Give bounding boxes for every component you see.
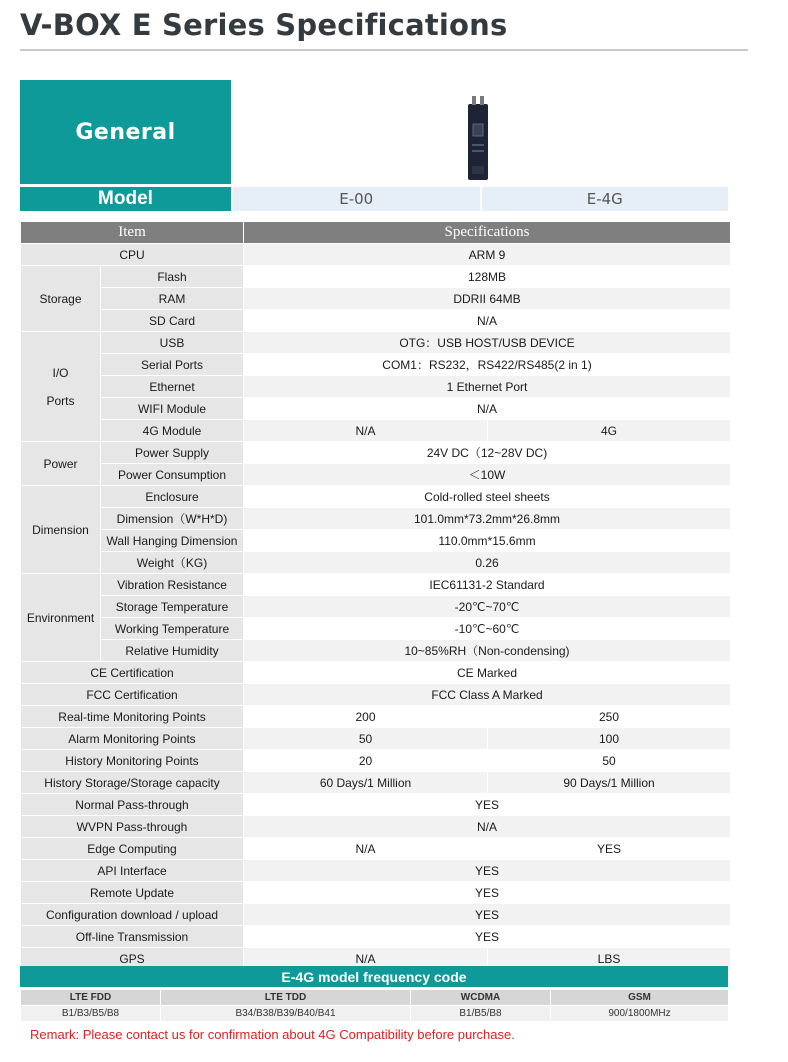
frequency-table	[20, 989, 729, 1022]
row-label: Weight（KG)	[101, 552, 244, 574]
title-divider	[20, 49, 748, 51]
table-row	[21, 860, 731, 882]
row-label: USB	[101, 332, 244, 354]
table-row	[21, 508, 731, 530]
row-value: Cold-rolled steel sheets	[244, 486, 731, 508]
table-row	[21, 310, 731, 332]
row-label: RAM	[101, 288, 244, 310]
row-value-e00: 200	[244, 706, 488, 728]
row-label: CPU	[21, 244, 244, 266]
page-title: V-BOX E Series Specifications	[20, 8, 508, 42]
row-value-e00: 20	[244, 750, 488, 772]
row-label: FCC Certification	[21, 684, 244, 706]
row-value-e00: N/A	[244, 838, 488, 860]
row-value-e00: N/A	[244, 948, 488, 970]
row-value-e4g: 250	[488, 706, 731, 728]
row-label: Wall Hanging Dimension	[101, 530, 244, 552]
row-value: N/A	[244, 398, 731, 420]
table-row	[21, 794, 731, 816]
header-item: Item	[21, 222, 244, 244]
model-label: Model	[20, 187, 231, 211]
row-label: Working Temperature	[101, 618, 244, 640]
row-value-e4g: 4G	[488, 420, 731, 442]
row-label: History Storage/Storage capacity	[21, 772, 244, 794]
row-value: YES	[244, 794, 731, 816]
row-value-e00: 60 Days/1 Million	[244, 772, 488, 794]
table-header-row	[21, 222, 731, 244]
row-label: 4G Module	[101, 420, 244, 442]
row-value-e4g: 50	[488, 750, 731, 772]
row-value-e4g: 100	[488, 728, 731, 750]
table-row	[21, 728, 731, 750]
row-label: Relative Humidity	[101, 640, 244, 662]
row-label: Configuration download / upload	[21, 904, 244, 926]
table-row	[21, 354, 731, 376]
table-row	[21, 662, 731, 684]
freq-header: WCDMA	[411, 990, 551, 1006]
table-row	[21, 420, 731, 442]
row-value: -10℃~60℃	[244, 618, 731, 640]
row-label: Enclosure	[101, 486, 244, 508]
row-label: WIFI Module	[101, 398, 244, 420]
row-value: DDRII 64MB	[244, 288, 731, 310]
row-label: Remote Update	[21, 882, 244, 904]
row-label: Edge Computing	[21, 838, 244, 860]
row-value: CE Marked	[244, 662, 731, 684]
freq-header: GSM	[551, 990, 729, 1006]
row-label: History Monitoring Points	[21, 750, 244, 772]
table-row	[21, 332, 731, 354]
row-label: Normal Pass-through	[21, 794, 244, 816]
row-label: Flash	[101, 266, 244, 288]
group-label: Dimension	[21, 486, 101, 574]
table-row	[21, 926, 731, 948]
group-label: Power	[21, 442, 101, 486]
table-row	[21, 750, 731, 772]
freq-value: B1/B5/B8	[411, 1006, 551, 1022]
row-value-e00: N/A	[244, 420, 488, 442]
table-row	[21, 288, 731, 310]
row-value: OTG：USB HOST/USB DEVICE	[244, 332, 731, 354]
table-row	[21, 816, 731, 838]
row-value: YES	[244, 882, 731, 904]
group-label	[21, 332, 101, 442]
model-bar	[20, 187, 728, 211]
table-row	[21, 640, 731, 662]
row-label: Vibration Resistance	[101, 574, 244, 596]
row-value: 101.0mm*73.2mm*26.8mm	[244, 508, 731, 530]
row-value: YES	[244, 860, 731, 882]
row-value-e00: 50	[244, 728, 488, 750]
frequency-title: E-4G model frequency code	[20, 966, 728, 987]
row-value: YES	[244, 926, 731, 948]
row-value: 110.0mm*15.6mm	[244, 530, 731, 552]
row-value: 1 Ethernet Port	[244, 376, 731, 398]
row-value-e4g: 90 Days/1 Million	[488, 772, 731, 794]
table-row	[21, 464, 731, 486]
table-row	[21, 574, 731, 596]
freq-header: LTE TDD	[161, 990, 411, 1006]
table-row	[21, 530, 731, 552]
row-label: Real-time Monitoring Points	[21, 706, 244, 728]
row-value: YES	[244, 904, 731, 926]
row-value: 24V DC（12~28V DC)	[244, 442, 731, 464]
freq-value: B34/B38/B39/B40/B41	[161, 1006, 411, 1022]
row-value: ARM 9	[244, 244, 731, 266]
row-value: N/A	[244, 310, 731, 332]
freq-value: 900/1800MHz	[551, 1006, 729, 1022]
group-label-line1: I/O	[52, 365, 69, 380]
table-row	[21, 266, 731, 288]
table-row	[21, 376, 731, 398]
table-row	[21, 618, 731, 640]
table-row	[21, 684, 731, 706]
table-row	[21, 244, 731, 266]
table-row	[21, 838, 731, 860]
row-value: IEC61131-2 Standard	[244, 574, 731, 596]
row-label: GPS	[21, 948, 244, 970]
table-row	[21, 552, 731, 574]
group-label: Storage	[21, 266, 101, 332]
row-label: SD Card	[101, 310, 244, 332]
row-value: 10~85%RH（Non-condensing)	[244, 640, 731, 662]
row-value-e4g: LBS	[488, 948, 731, 970]
row-value: -20℃~70℃	[244, 596, 731, 618]
model-e00: E-00	[231, 187, 480, 211]
row-label: Off-line Transmission	[21, 926, 244, 948]
table-row	[21, 596, 731, 618]
table-row	[21, 398, 731, 420]
row-label: Power Supply	[101, 442, 244, 464]
row-label: Dimension（W*H*D)	[101, 508, 244, 530]
freq-header: LTE FDD	[21, 990, 161, 1006]
group-label-line2: Ports	[46, 393, 75, 408]
remark-note: Remark: Please contact us for confirmation about 4G Compatibility before purchase.	[30, 1027, 515, 1042]
general-section-label: General	[20, 80, 231, 184]
group-label: Environment	[21, 574, 101, 662]
model-e4g: E-4G	[480, 187, 729, 211]
row-label: CE Certification	[21, 662, 244, 684]
header-specifications: Specifications	[244, 222, 731, 244]
frequency-value-row	[21, 1006, 729, 1022]
table-row	[21, 486, 731, 508]
row-label: API Interface	[21, 860, 244, 882]
table-row	[21, 882, 731, 904]
row-value: COM1：RS232，RS422/RS485(2 in 1)	[244, 354, 731, 376]
table-row	[21, 772, 731, 794]
row-value-e4g: YES	[488, 838, 731, 860]
row-label: Ethernet	[101, 376, 244, 398]
row-label: Power Consumption	[101, 464, 244, 486]
row-value: 0.26	[244, 552, 731, 574]
row-value: 128MB	[244, 266, 731, 288]
freq-value: B1/B3/B5/B8	[21, 1006, 161, 1022]
device-image	[466, 94, 490, 180]
row-label: Serial Ports	[101, 354, 244, 376]
spec-table	[20, 221, 731, 970]
row-value: N/A	[244, 816, 731, 838]
row-label: WVPN Pass-through	[21, 816, 244, 838]
frequency-header-row	[21, 990, 729, 1006]
row-value: FCC Class A Marked	[244, 684, 731, 706]
row-label: Alarm Monitoring Points	[21, 728, 244, 750]
table-row	[21, 442, 731, 464]
row-label: Storage Temperature	[101, 596, 244, 618]
table-row	[21, 904, 731, 926]
table-row	[21, 706, 731, 728]
row-value: ＜10W	[244, 464, 731, 486]
